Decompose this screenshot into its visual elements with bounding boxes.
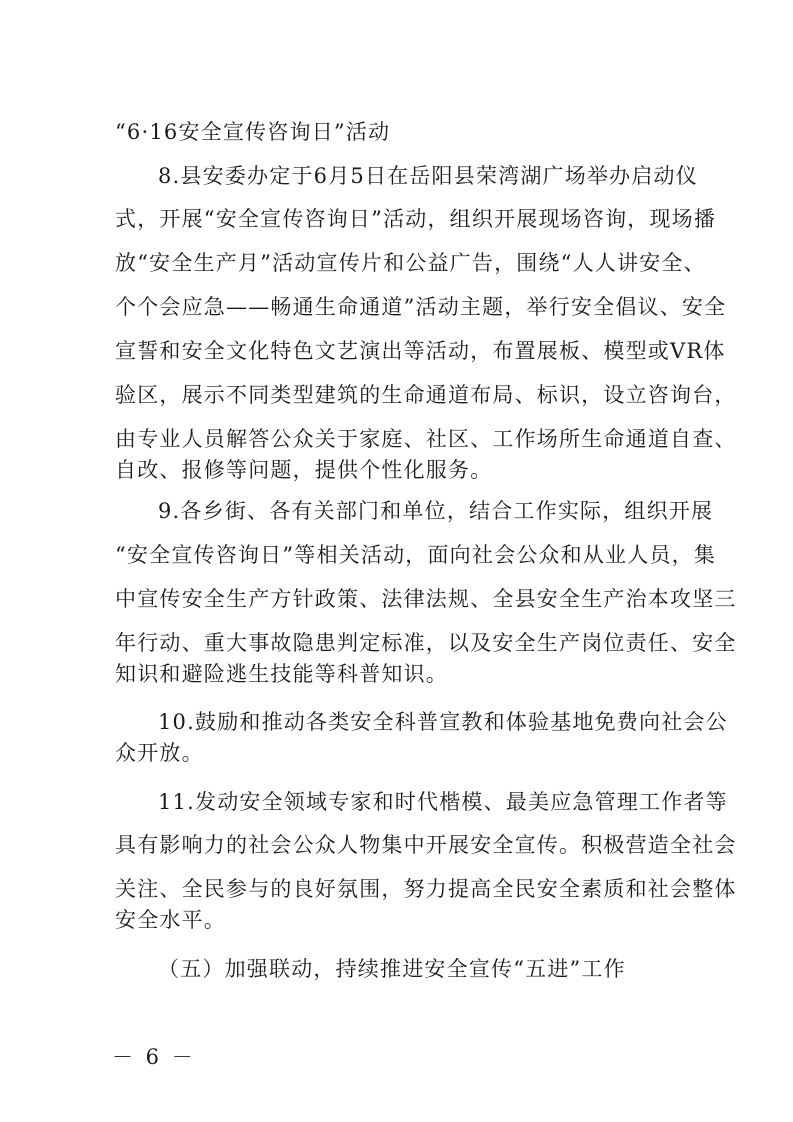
paragraph-11-line-1: 11.发动安全领域专家和时代楷模、最美应急管理工作者等 xyxy=(158,790,728,814)
paragraph-8-line-8: 自改、报修等问题，提供个性化服务。 xyxy=(115,458,493,482)
paragraph-8-line-4: 个个会应急——畅通生命通道”活动主题，举行安全倡议、安全 xyxy=(115,295,727,319)
paragraph-11-line-4: 安全水平。 xyxy=(115,908,226,932)
section-heading: （五）加强联动，持续推进安全宣传“五进”工作 xyxy=(158,957,626,981)
paragraph-9-line-3: 中宣传安全生产方针政策、法律法规、全县安全生产治本攻坚三 xyxy=(115,587,737,611)
paragraph-8-line-5: 宣誓和安全文化特色文艺演出等活动，布置展板、模型或VR体 xyxy=(115,339,726,363)
paragraph-10-line-2: 众开放。 xyxy=(115,741,204,765)
paragraph-11-line-3: 关注、全民参与的良好氛围，努力提高全民安全素质和社会整体 xyxy=(115,877,737,901)
paragraph-8-line-1: 8.县安委办定于6月5日在岳阳县荣湾湖广场举办启动仪 xyxy=(158,164,698,188)
paragraph-9-line-4: 年行动、重大事故隐患判定标准，以及安全生产岗位责任、安全 xyxy=(115,631,737,655)
paragraph-8-line-2: 式，开展“安全宣传咨询日”活动，组织开展现场咨询，现场播 xyxy=(115,207,717,231)
paragraph-9-line-5: 知识和避险逃生技能等科普知识。 xyxy=(115,662,448,686)
page-number: － 6 － xyxy=(112,1045,196,1069)
paragraph-8-line-7: 由专业人员解答公众关于家庭、社区、工作场所生命通道自查、 xyxy=(115,427,737,451)
paragraph-8-line-6: 验区，展示不同类型建筑的生命通道布局、标识，设立咨询台， xyxy=(115,383,737,407)
paragraph-10-line-1: 10.鼓励和推动各类安全科普宣教和体验基地免费向社会公 xyxy=(158,710,728,734)
paragraph-9-line-1: 9.各乡街、各有关部门和单位，结合工作实际，组织开展 xyxy=(158,499,714,523)
paragraph-11-line-2: 具有影响力的社会公众人物集中开展安全宣传。积极营造全社会 xyxy=(115,833,737,857)
paragraph-9-line-2: “安全宣传咨询日”等相关活动，面向社会公众和从业人员，集 xyxy=(115,543,717,567)
heading-top: “6·16安全宣传咨询日”活动 xyxy=(115,120,391,144)
paragraph-8-line-3: 放“安全生产月”活动宣传片和公益广告，围绕“人人讲安全、 xyxy=(115,251,706,275)
